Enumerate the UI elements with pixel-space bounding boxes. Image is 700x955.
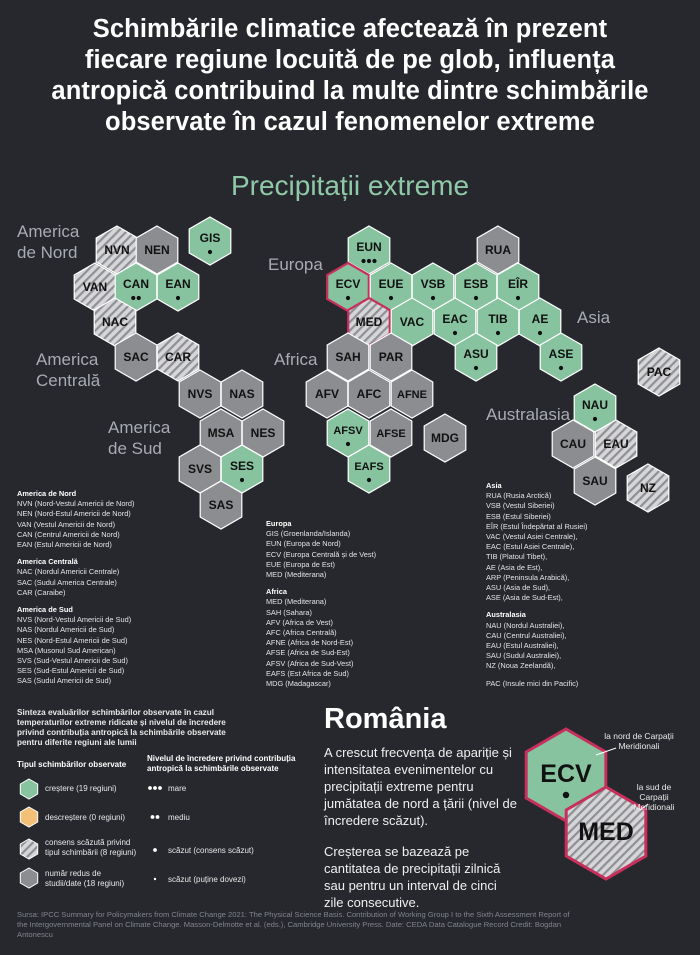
region-hex-code: VAC bbox=[399, 315, 425, 329]
region-hex-code: ECV bbox=[335, 277, 361, 291]
legend-group-title: America de Nord bbox=[17, 489, 77, 498]
region-hex-code: NES bbox=[250, 426, 276, 440]
region-label-asia: Asia bbox=[577, 308, 611, 327]
legend-item: EAU (Estul Australiei), bbox=[486, 641, 559, 651]
region-hex-code: ASE bbox=[548, 347, 574, 361]
region-hex-code: RUA bbox=[485, 243, 511, 257]
region-hex-code: ASU bbox=[463, 347, 489, 361]
legend-item: ASU (Asia de Sud), bbox=[486, 583, 551, 593]
legend-column-americas bbox=[17, 489, 217, 694]
region-hex-confidence-dot bbox=[137, 296, 141, 300]
legend-item: RUA (Rusia Arctică) bbox=[486, 491, 552, 501]
legend-item: NAU (Nordul Australiei), bbox=[486, 620, 565, 630]
confidence-dot bbox=[148, 786, 152, 790]
region-hex-confidence-dot bbox=[372, 259, 376, 263]
confidence-low-evidence: scăzut (puține dovezi) bbox=[168, 875, 246, 884]
legend-item: AFSV (Africa de Sud-Vest) bbox=[266, 658, 354, 668]
legend-item: NEN (Nord-Estul Americii de Nord) bbox=[17, 509, 131, 519]
region-label-europe: Europa bbox=[268, 255, 323, 274]
legend-item: AE (Asia de Est), bbox=[486, 562, 543, 572]
legend-group bbox=[486, 610, 686, 671]
region-hex-code: EAU bbox=[603, 437, 629, 451]
legend-group bbox=[17, 489, 217, 550]
legend-item: EÎR (Estul Îndepărtat al Rusiei) bbox=[486, 521, 588, 531]
legend-item: SAC (Sudul America Centrale) bbox=[17, 577, 117, 587]
region-hex-confidence-dot bbox=[559, 366, 563, 370]
region-hex-confidence-dot bbox=[240, 478, 244, 482]
region-hex-confidence-dot bbox=[431, 296, 435, 300]
romania-confidence-dot bbox=[563, 792, 569, 798]
romania-title: România bbox=[324, 703, 447, 735]
legend-item: MDG (Madagascar) bbox=[266, 679, 331, 689]
legend-group-title: Africa bbox=[266, 587, 287, 597]
region-hex-code: SVS bbox=[187, 462, 213, 476]
legend-item: NZ (Noua Zeelandă), bbox=[486, 661, 556, 671]
romania-hex-code: MED bbox=[578, 818, 634, 846]
region-hex-code: AE bbox=[531, 312, 549, 326]
legend-item: MSA (Musonul Sud American) bbox=[17, 645, 116, 655]
region-hex-gis bbox=[189, 217, 231, 265]
confidence-low-agreement: scăzut (consens scăzut) bbox=[168, 846, 254, 855]
legend-item: EUN (Europa de Nord) bbox=[266, 539, 341, 549]
confidence-medium: mediu bbox=[168, 813, 190, 822]
region-hex-code: EAN bbox=[165, 277, 191, 291]
region-label-line: America bbox=[36, 350, 99, 369]
region-hex-confidence-dot bbox=[367, 259, 371, 263]
title-line: Schimbările climatice afectează în prezent bbox=[92, 15, 608, 43]
legend-item: NAC (Nordul Americii Centrale) bbox=[17, 567, 120, 577]
confidence-dot bbox=[154, 878, 156, 880]
legend-item: SAU (Sudul Australiei), bbox=[486, 651, 562, 661]
legend-item: ECV (Europa Centrală și de Vest) bbox=[266, 549, 377, 559]
legend-group-title: America Centrală bbox=[17, 557, 78, 567]
legend-column-asia-australasia bbox=[486, 481, 686, 696]
legend-item: SAS (Sudul Americii de Sud) bbox=[17, 676, 112, 686]
region-hex-code: AFSV bbox=[333, 425, 363, 437]
region-hex-code: VAN bbox=[82, 280, 108, 294]
region-hex-code: EAFS bbox=[354, 461, 384, 473]
region-hex-code: NEN bbox=[144, 243, 170, 257]
legend-column-europe-africa bbox=[266, 519, 466, 696]
region-label-australasia: Australasia bbox=[486, 405, 571, 424]
legend-item: VAN (Vestul Americii de Nord) bbox=[17, 519, 116, 529]
region-hex-confidence-dot bbox=[367, 478, 371, 482]
legend-item: NES (Nord-Estul Americii de Sud) bbox=[17, 635, 128, 645]
legend-item: NVS (Nord-Vestul Americii de Sud) bbox=[17, 615, 132, 625]
romania-paragraph-1: A crescut frecvența de apariție și intensitatea evenimentelor cu precipitații extreme pentru jumătatea de nord a țării (nivel de încredere scăzut). bbox=[324, 745, 517, 828]
region-label-line: America bbox=[108, 418, 171, 437]
region-hex-code: TIB bbox=[488, 312, 508, 326]
confidence-legend-dots bbox=[151, 815, 160, 819]
region-hex-code: CAU bbox=[560, 437, 586, 451]
region-hex-pac bbox=[638, 348, 680, 396]
legend-group bbox=[17, 557, 217, 598]
region-hex-code: MED bbox=[355, 315, 383, 329]
legend-group bbox=[266, 587, 466, 689]
region-label-africa: Africa bbox=[274, 350, 318, 369]
legend-item: CAN (Centrul Americii de Nord) bbox=[17, 529, 120, 539]
legend-item: SAH (Sahara) bbox=[266, 607, 313, 617]
confidence-legend-dots bbox=[153, 848, 157, 852]
region-hex-confidence-dot bbox=[208, 250, 212, 254]
region-hex-code: SES bbox=[229, 459, 255, 473]
region-hex-confidence-dot bbox=[389, 296, 393, 300]
confidence-legend-dots bbox=[154, 878, 156, 880]
synthesis-text: Sinteza evaluărilor schimbărilor observate în cazul temperaturilor extreme ridicate și nivelul de încredere privind contribuția antropică la schimbările observate pentru diferite regiuni ale lumii bbox=[17, 708, 226, 747]
legend-item: SVS (Sud-Vestul Americii de Sud) bbox=[17, 656, 128, 666]
region-hex-code: MSA bbox=[207, 426, 235, 440]
legend-item: AFC (Africa Centrală) bbox=[266, 628, 337, 638]
legend-swatch-low-agreement bbox=[20, 839, 37, 859]
region-hex-code: VSB bbox=[420, 277, 446, 291]
legend-item: EUE (Europa de Est) bbox=[266, 559, 336, 569]
legend-item: GIS (Groenlanda/Islanda) bbox=[266, 529, 351, 539]
region-hex-code: NZ bbox=[640, 481, 656, 495]
confidence-dot bbox=[156, 815, 160, 819]
legend-swatch-decrease bbox=[20, 807, 37, 827]
region-hex-code: SAS bbox=[208, 498, 234, 512]
legend-group-title: Australasia bbox=[486, 610, 526, 620]
region-label-line: Centrală bbox=[36, 371, 101, 390]
type-legend-decrease: descreștere (0 regiuni) bbox=[45, 813, 126, 822]
legend-group-title: America de Sud bbox=[17, 605, 73, 615]
confidence-legend-title: Nivelul de încredere privind contribuția antropică la schimbările observate bbox=[147, 754, 296, 773]
legend-group bbox=[266, 519, 466, 580]
legend-group-title: Europa bbox=[266, 519, 292, 528]
source-credit: Sursa: IPCC Summary for Policymakers from Climate Change 2021: The Physical Science Basis. Contribution of Working Group I to the Sixth Assessment Report of the Intergovernmental Panel on Climate Change. Masson-Delmotte et al. (eds.), Cambridge University Press. Date: CEDA Data Catalogue Record Credit: Bogdan Antonescu bbox=[17, 910, 570, 939]
region-hex-code: NAC bbox=[102, 315, 128, 329]
romania-hex-code: ECV bbox=[540, 760, 592, 788]
legend-item: AFV (Africa de Vest) bbox=[266, 617, 333, 627]
region-hex-code: NVS bbox=[187, 387, 213, 401]
region-label-line: America bbox=[17, 222, 80, 241]
legend-item: EAC (Estul Asiei Centrale), bbox=[486, 542, 575, 552]
region-hex-code: SAU bbox=[582, 474, 608, 488]
title-line: antropică contribuind la multe dintre schimbările bbox=[51, 77, 649, 105]
region-hex-confidence-dot bbox=[538, 331, 542, 335]
title-line: observate în cazul fenomenelor extreme bbox=[105, 108, 595, 136]
region-hex-confidence-dot bbox=[474, 296, 478, 300]
region-hex-confidence-dot bbox=[131, 296, 135, 300]
legend-item: EAN (Estul Americii de Nord) bbox=[17, 540, 112, 550]
region-hex-code: AFSE bbox=[376, 428, 406, 440]
romania-label-south: la sud de Carpații Meridionali bbox=[633, 782, 675, 812]
legend-swatch-increase bbox=[20, 779, 37, 799]
region-hex-confidence-dot bbox=[361, 259, 365, 263]
region-hex-code: GIS bbox=[199, 231, 221, 245]
region-hex-mdg bbox=[424, 414, 466, 462]
confidence-dot bbox=[158, 786, 162, 790]
legend-item: PAC (Insule mici din Pacific) bbox=[486, 678, 579, 688]
legend-item: CAR (Caraibe) bbox=[17, 587, 66, 597]
legend-item: ASE (Asia de Sud-Est), bbox=[486, 593, 563, 603]
confidence-legend-dots bbox=[148, 786, 162, 790]
confidence-high: mare bbox=[168, 784, 187, 793]
legend-item: ARP (Peninsula Arabică), bbox=[486, 572, 570, 582]
region-hex-confidence-dot bbox=[346, 296, 350, 300]
region-hex-code: NVN bbox=[104, 243, 130, 257]
region-hex-code: NAS bbox=[229, 387, 255, 401]
region-hex-code: PAR bbox=[378, 350, 404, 364]
region-hex-code: EUE bbox=[378, 277, 404, 291]
region-hex-code: CAN bbox=[123, 277, 149, 291]
region-hex-confidence-dot bbox=[593, 417, 597, 421]
region-hex-nas bbox=[221, 370, 263, 418]
legend-item: SES (Sud-Estul Americii de Sud) bbox=[17, 666, 125, 676]
legend-item: MED (Mediterana) bbox=[266, 570, 327, 580]
region-hex-code: SAC bbox=[123, 350, 149, 364]
type-legend-title: Tipul schimbărilor observate bbox=[17, 760, 127, 769]
region-hex-code: MDG bbox=[431, 431, 459, 445]
legend-item: VSB (Vestul Siberiei) bbox=[486, 501, 555, 511]
region-hex-confidence-dot bbox=[453, 331, 457, 335]
region-hex-confidence-dot bbox=[496, 331, 500, 335]
romania-label-north: la nord de Carpații Meridionali bbox=[604, 731, 674, 751]
region-hex-code: AFC bbox=[356, 387, 382, 401]
region-hex-code: ESB bbox=[463, 277, 489, 291]
legend-item: AFSE (Africa de Sud-Est) bbox=[266, 648, 350, 658]
region-hex-confidence-dot bbox=[516, 296, 520, 300]
legend-group bbox=[486, 481, 686, 603]
confidence-dot bbox=[153, 848, 157, 852]
legend-item: AFNE (Africa de Nord-Est) bbox=[266, 638, 354, 648]
legend-item: NVN (Nord-Vestul Americii de Nord) bbox=[17, 499, 135, 509]
legend-item: CAU (Centrul Australiei), bbox=[486, 630, 567, 640]
region-hex-confidence-dot bbox=[176, 296, 180, 300]
region-hex-confidence-dot bbox=[474, 366, 478, 370]
confidence-dot bbox=[153, 786, 157, 790]
region-hex-confidence-dot bbox=[346, 442, 350, 446]
legend-item: EAFS (Est Africa de Sud) bbox=[266, 668, 349, 678]
legend-group bbox=[486, 679, 686, 689]
type-legend-low-agreement: consens scăzută privind tipul schimbării (8 regiuni) bbox=[45, 838, 137, 857]
legend-item: VAC (Vestul Asiei Centrale), bbox=[486, 532, 578, 542]
confidence-dot bbox=[151, 815, 155, 819]
legend-item: MED (Mediterana) bbox=[266, 597, 327, 607]
region-label-line: de Nord bbox=[17, 243, 78, 262]
subtitle: Precipitații extreme bbox=[230, 170, 470, 201]
region-hex-code: CAR bbox=[165, 350, 191, 364]
legend-item: NAS (Nordul Americii de Sud) bbox=[17, 625, 115, 635]
region-hex-code: SAH bbox=[335, 350, 361, 364]
region-hex-code: EUN bbox=[356, 240, 382, 254]
region-hex-code: EAC bbox=[442, 312, 468, 326]
legend-item: TIB (Platoul Tibet), bbox=[486, 552, 548, 562]
region-hex-code: AFV bbox=[315, 387, 339, 401]
region-hex-code: AFNE bbox=[397, 389, 427, 401]
legend-group bbox=[17, 605, 217, 687]
type-legend-increase: creștere (19 regiuni) bbox=[45, 784, 117, 793]
type-legend-limited-data: număr redus de studii/date (18 regiuni) bbox=[45, 869, 125, 888]
legend-group-title: Asia bbox=[486, 481, 502, 490]
region-hex-code: PAC bbox=[646, 365, 672, 379]
region-label-line: de Sud bbox=[108, 439, 162, 458]
romania-paragraph-2: Creșterea se bazează pe cantitatea de precipitații zilnică sau pentru un interval de cinci zile consecutive. bbox=[324, 844, 501, 910]
legend-item: ESB (Estul Siberiei) bbox=[486, 511, 551, 521]
legend-swatch-limited-data bbox=[20, 868, 37, 888]
region-hex-code: NAU bbox=[582, 398, 608, 412]
region-hex-code: EÎR bbox=[507, 277, 529, 291]
title-line: fiecare regiune locuită de pe glob, influența bbox=[84, 46, 616, 74]
